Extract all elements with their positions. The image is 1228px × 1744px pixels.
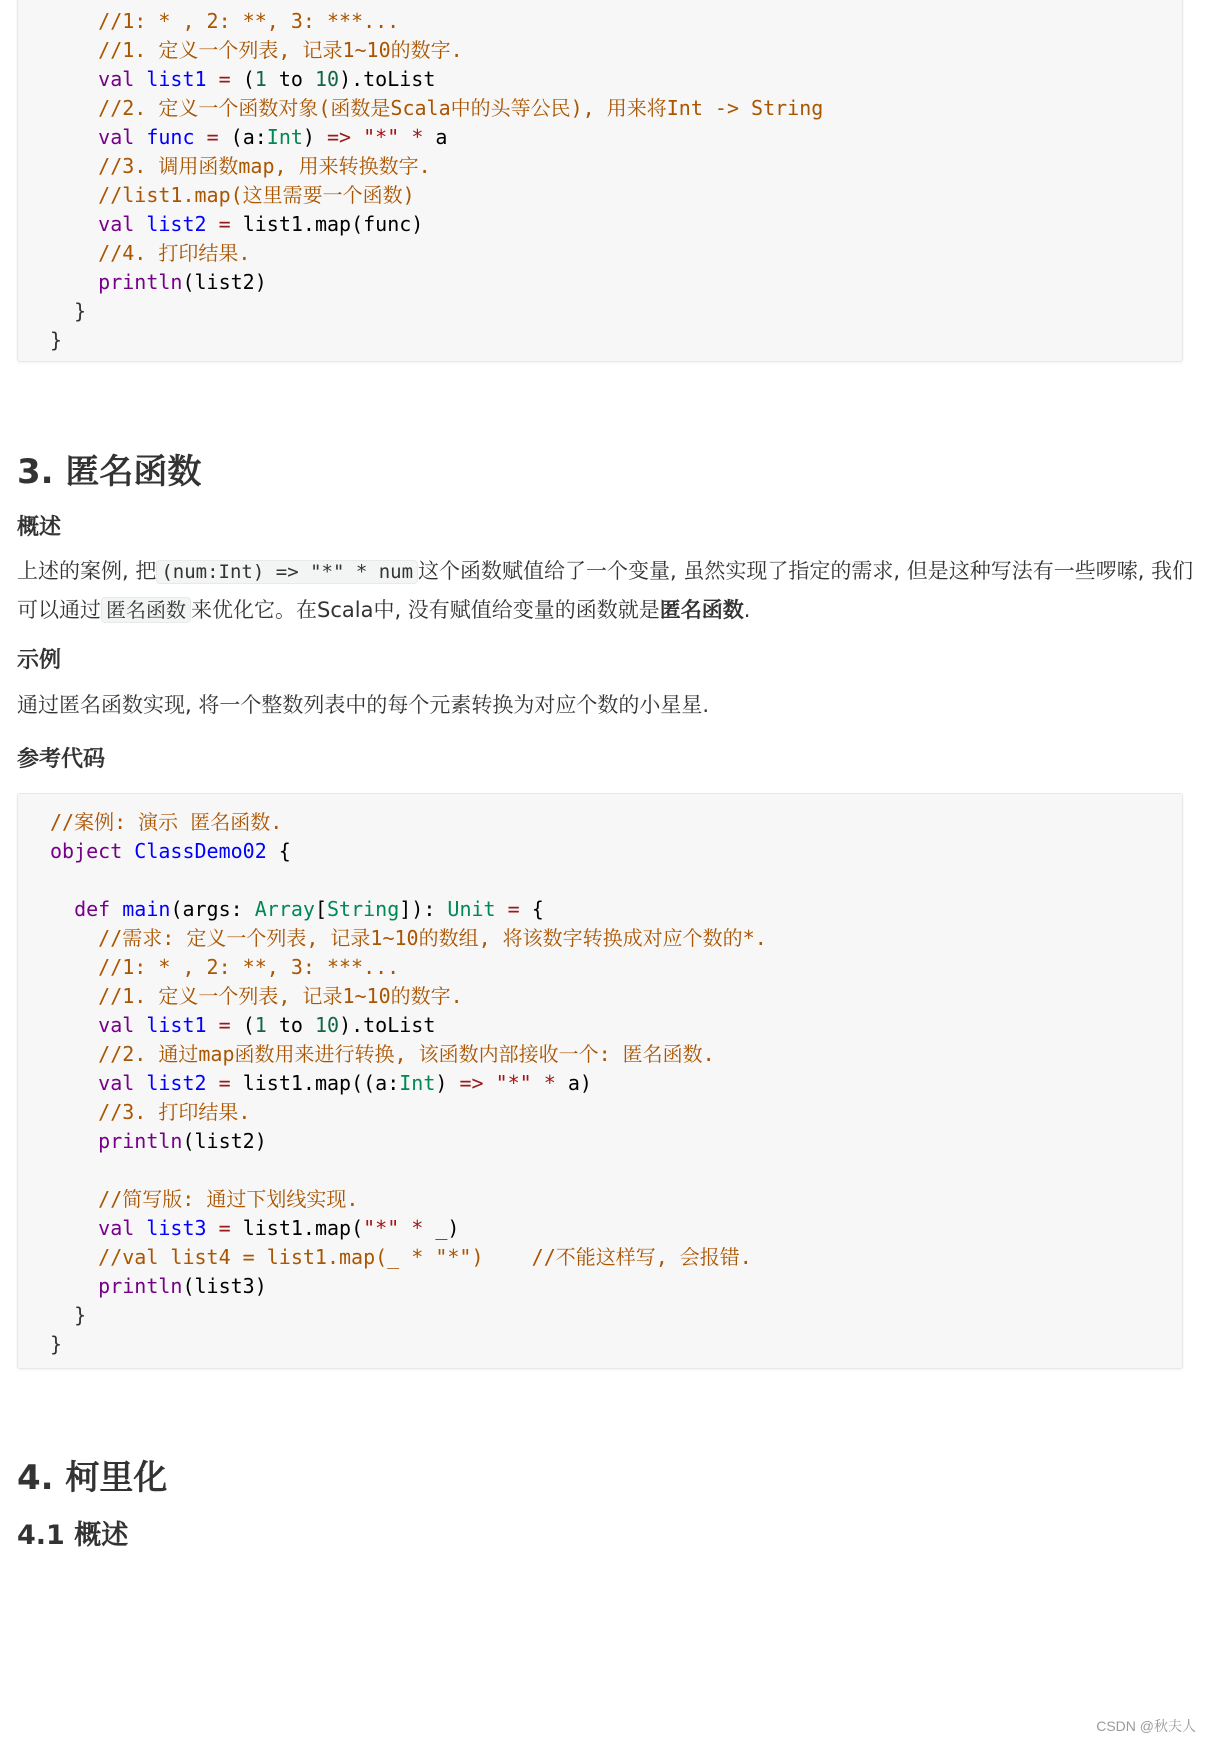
code-line: //1: * , 2: **, 3: ***...: [98, 9, 400, 33]
inline-code-anonymous: 匿名函数: [101, 597, 191, 623]
example-paragraph: 通过匿名函数实现, 将一个整数列表中的每个元素转换为对应个数的小星星.: [17, 693, 710, 717]
overview-heading: 概述: [17, 515, 62, 540]
overview-bold-term: 匿名函数: [659, 598, 744, 622]
code-line: println(list2): [98, 270, 267, 294]
code-line: object ClassDemo02 {: [50, 839, 291, 863]
section-4-heading: 4. 柯里化: [17, 1458, 168, 1498]
example-heading: 示例: [17, 648, 62, 673]
code-line: //4. 打印结果.: [98, 241, 251, 265]
code-line: }: [74, 1303, 87, 1327]
code-line: //2. 定义一个函数对象(函数是Scala中的头等公民), 用来将Int -> String: [98, 96, 824, 120]
overview-text-4: .: [743, 598, 751, 622]
code-line: //1: * , 2: **, 3: ***...: [98, 955, 400, 979]
csdn-watermark: CSDN @秋夫人: [1096, 1718, 1196, 1734]
code-line: val list1 = (1 to 10).toList: [98, 67, 436, 91]
overview-text-2: 这个函数赋值给了一个变量, 虽然实现了指定的需求, 但是这种写法有一些啰嗦, 我们可以通过: [17, 559, 1194, 622]
code-block-2: [17, 793, 1183, 1369]
code-line: def main(args: Array[String]): Unit = {: [74, 897, 544, 921]
overview-text-3: 来优化它。在Scala中, 没有赋值给变量的函数就是: [191, 598, 660, 622]
code-line: //3. 调用函数map, 用来转换数字.: [98, 154, 431, 178]
code-line: //需求: 定义一个列表, 记录1~10的数组, 将该数字转换成对应个数的*.: [98, 926, 767, 950]
code-line: //1. 定义一个列表, 记录1~10的数字.: [98, 38, 463, 62]
code-block-1: [17, 0, 1183, 362]
overview-text-1: 上述的案例, 把: [17, 559, 157, 583]
code-line: val func = (a:Int) => "*" * a: [98, 125, 448, 149]
code-line: //list1.map(这里需要一个函数): [98, 183, 415, 207]
code-line: val list3 = list1.map("*" * _): [98, 1216, 460, 1240]
code-line: println(list3): [98, 1274, 267, 1298]
code-line: println(list2): [98, 1129, 267, 1153]
code-line: }: [50, 1332, 63, 1356]
code-line: //案例: 演示 匿名函数.: [50, 810, 283, 834]
code-line: val list2 = list1.map((a:Int) => "*" * a): [98, 1071, 592, 1095]
code-line: //简写版: 通过下划线实现.: [98, 1187, 359, 1211]
section-3-heading: 3. 匿名函数: [17, 452, 202, 492]
code-line: //val list4 = list1.map(_ * "*") //不能这样写, 会报错.: [98, 1245, 752, 1269]
code-line: //3. 打印结果.: [98, 1100, 251, 1124]
inline-code-lambda: (num:Int) => "*" * num: [156, 560, 418, 584]
code-line: val list1 = (1 to 10).toList: [98, 1013, 436, 1037]
code-line: val list2 = list1.map(func): [98, 212, 424, 236]
code-line: }: [74, 299, 87, 323]
overview-paragraph: [17, 552, 1197, 629]
code-line: //1. 定义一个列表, 记录1~10的数字.: [98, 984, 463, 1008]
code-line: }: [50, 328, 63, 352]
code-line: //2. 通过map函数用来进行转换, 该函数内部接收一个: 匿名函数.: [98, 1042, 715, 1066]
section-4-1-heading: 4.1 概述: [17, 1520, 129, 1551]
reference-code-heading: 参考代码: [17, 747, 106, 772]
